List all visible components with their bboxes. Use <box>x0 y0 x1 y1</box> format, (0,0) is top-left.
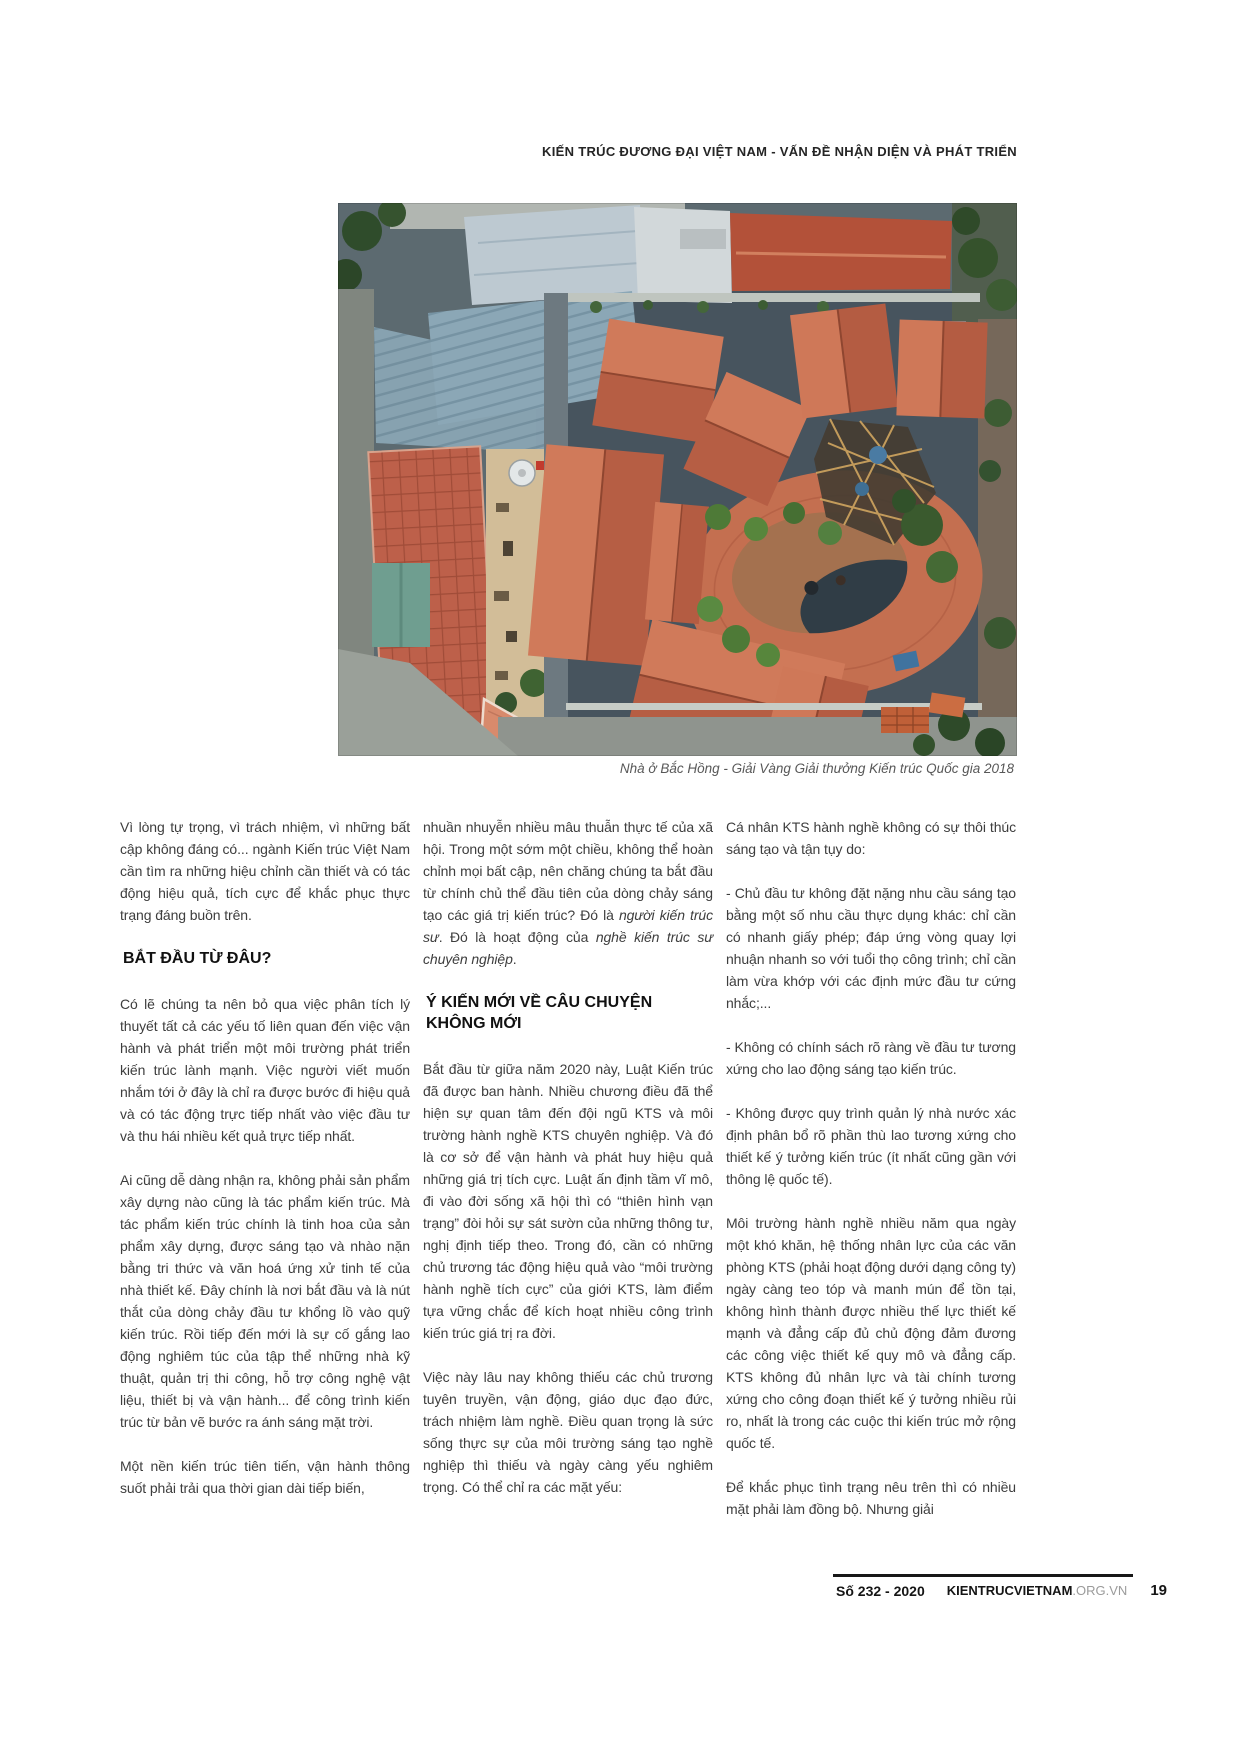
running-header: KIẾN TRÚC ĐƯƠNG ĐẠI VIỆT NAM - VẤN ĐỀ NHẬN DIỆN VÀ PHÁT TRIỂN <box>542 144 1017 159</box>
text-column-1 <box>120 816 410 1572</box>
section-heading: Ý KIẾN MỚI VỀ CÂU CHUYỆN KHÔNG MỚI <box>426 994 653 1032</box>
page-footer <box>833 1574 1167 1603</box>
body-paragraph: Để khắc phục tình trạng nêu trên thì có nhiều mặt phải làm đồng bộ. Nhưng giải <box>726 1479 1016 1517</box>
website-name: KIENTRUCVIETNAM <box>946 1583 1073 1598</box>
body-paragraph: nhuần nhuyễn nhiều mâu thuẫn thực tế của xã hội. Trong một sớm một chiều, không thể hoàn chỉnh mọi bất cập, nên chăng chúng ta bắt đầu từ chính chủ thể đầu tiên của dòng chảy sáng tạo các giá trị kiến trúc? Đó là người kiến trúc sư. Đó là hoạt động của nghề kiến trúc sư chuyên nghiệp. <box>423 819 713 967</box>
text-column-3 <box>726 816 1016 1572</box>
website-label <box>936 1578 1139 1602</box>
body-paragraph: - Không được quy trình quản lý nhà nước xác định phân bổ rõ phần thù lao tương xứng cho thiết kế ý tưởng kiến trúc (ít nhất cũng gần với thông lệ quốc tế). <box>726 1105 1016 1187</box>
body-paragraph: Vì lòng tự trọng, vì trách nhiệm, vì những bất cập không đáng có... ngành Kiến trúc Việt Nam cần tìm ra những hiệu chỉnh cần thiết và có tác động hiệu quả, tích cực để khắc phục thực trạng đáng buồn trên. <box>120 819 410 923</box>
body-paragraph: Cá nhân KTS hành nghề không có sự thôi thúc sáng tạo và tận tụy do: <box>726 819 1016 857</box>
body-paragraph: - Không có chính sách rõ ràng về đầu tư tương xứng cho lao động sáng tạo kiến trúc. <box>726 1039 1016 1077</box>
body-paragraph: Việc này lâu nay không thiếu các chủ trương tuyên truyền, vận động, giáo dục đạo đức, trách nhiệm làm nghề. Điều quan trọng là sức sống thực sự của môi trường sáng tạo nghề nghiệp thì thiếu và ngày càng yếu nghiêm trọng. Có thể chỉ ra các mặt yếu: <box>423 1369 713 1495</box>
issue-number: Số 232 - 2020 <box>836 1582 925 1599</box>
body-paragraph: Bắt đầu từ giữa năm 2020 này, Luật Kiến trúc đã được ban hành. Nhiều chương điều đã thể hiện sự quan tâm đến đội ngũ KTS và môi trường hành nghề KTS chuyên nghiệp. Và đó là cơ sở để vận hành và phát huy hiệu quả những giá trị tích cực. Luật ấn định tầm vĩ mô, đi vào đời sống xã hội thì có “thiên hình vạn trạng” đòi hỏi sự sát sườn của những thông tư, nghị định tiếp theo. Trong đó, cần có những chủ trương tác động hiệu quả vào “môi trường hành nghề tích cực” của giới KTS, làm điểm tựa vững chắc để kích hoạt nhiều công trình kiến trúc giá trị ra đời. <box>423 1061 713 1341</box>
text-column-2 <box>423 816 713 1572</box>
body-paragraph: Ai cũng dễ dàng nhận ra, không phải sản phẩm xây dựng nào cũng là tác phẩm kiến trúc. Mà tác phẩm kiến trúc chính là tinh hoa của sản phẩm xây dựng, được sáng tạo và nhào nặn bằng tri thức và văn hoá ứng xử tinh tế của nhà thiết kế. Đây chính là nơi bắt đầu và là nút thắt của dòng chảy đầu tư khổng lồ vào quỹ kiến trúc. Rồi tiếp đến mới là sự cố gắng lao động nghiêm túc của tập thể những nhà kỹ thuật, quản trị thi công, hỗ trợ công nghệ vật liệu, thiết bị và vận hành... để công trình kiến trúc từ bản vẽ bước ra ánh sáng mặt trời. <box>120 1172 410 1430</box>
aerial-photo-illustration <box>338 203 1017 756</box>
aerial-photo <box>338 203 1017 756</box>
photo-caption: Nhà ở Bắc Hồng - Giải Vàng Giải thưởng Kiến trúc Quốc gia 2018 <box>619 761 1014 776</box>
body-paragraph: Môi trường hành nghề nhiều năm qua ngày một khó khăn, hệ thống nhân lực của các văn phòng KTS (phải hoạt động dưới dạng công ty) ngày càng teo tóp và manh mún để tồn tại, không hình thành được nhiều thế lực thiết kế mạnh và đẳng cấp đủ chủ động đảm đương các công việc thiết kế quy mô và đẳng cấp. KTS không đủ nhân lực và tài chính tương xứng cho công đoạn thiết kế ý tưởng nhiều rủi ro, nhất là trong các cuộc thi kiến trúc mở rộng quốc tế. <box>726 1215 1016 1451</box>
section-heading: BẮT ĐẦU TỪ ĐÂU? <box>123 950 272 967</box>
page-number: 19 <box>1150 1582 1167 1599</box>
body-paragraph: - Chủ đầu tư không đặt nặng nhu cầu sáng tạo bằng một số nhu cầu thực dụng khác: chỉ cần có nhanh giấy phép; đáp ứng vòng quay lợi nhuận nhanh so với tuổi thọ công trình; chỉ cần làm vừa khớp với các định mức đầu tư cứng nhắc;... <box>726 885 1016 1011</box>
body-paragraph: Có lẽ chúng ta nên bỏ qua việc phân tích lý thuyết tất cả các yếu tố liên quan đến việc vận hành và phát triển một môi trường phát triển kiến trúc lành mạnh. Việc người viết muốn nhắm tới ở đây là chỉ ra được bước đi hiệu quả và có tác động trực tiếp nhất vào việc đầu tư và thu hái nhiều kết quả trực tiếp nhất. <box>120 996 410 1144</box>
article-body <box>120 816 1017 1572</box>
body-paragraph: Một nền kiến trúc tiên tiến, vận hành thông suốt phải trải qua thời gian dài tiếp biến, <box>120 1458 410 1496</box>
website-suffix: .ORG.VN <box>1072 1583 1128 1598</box>
